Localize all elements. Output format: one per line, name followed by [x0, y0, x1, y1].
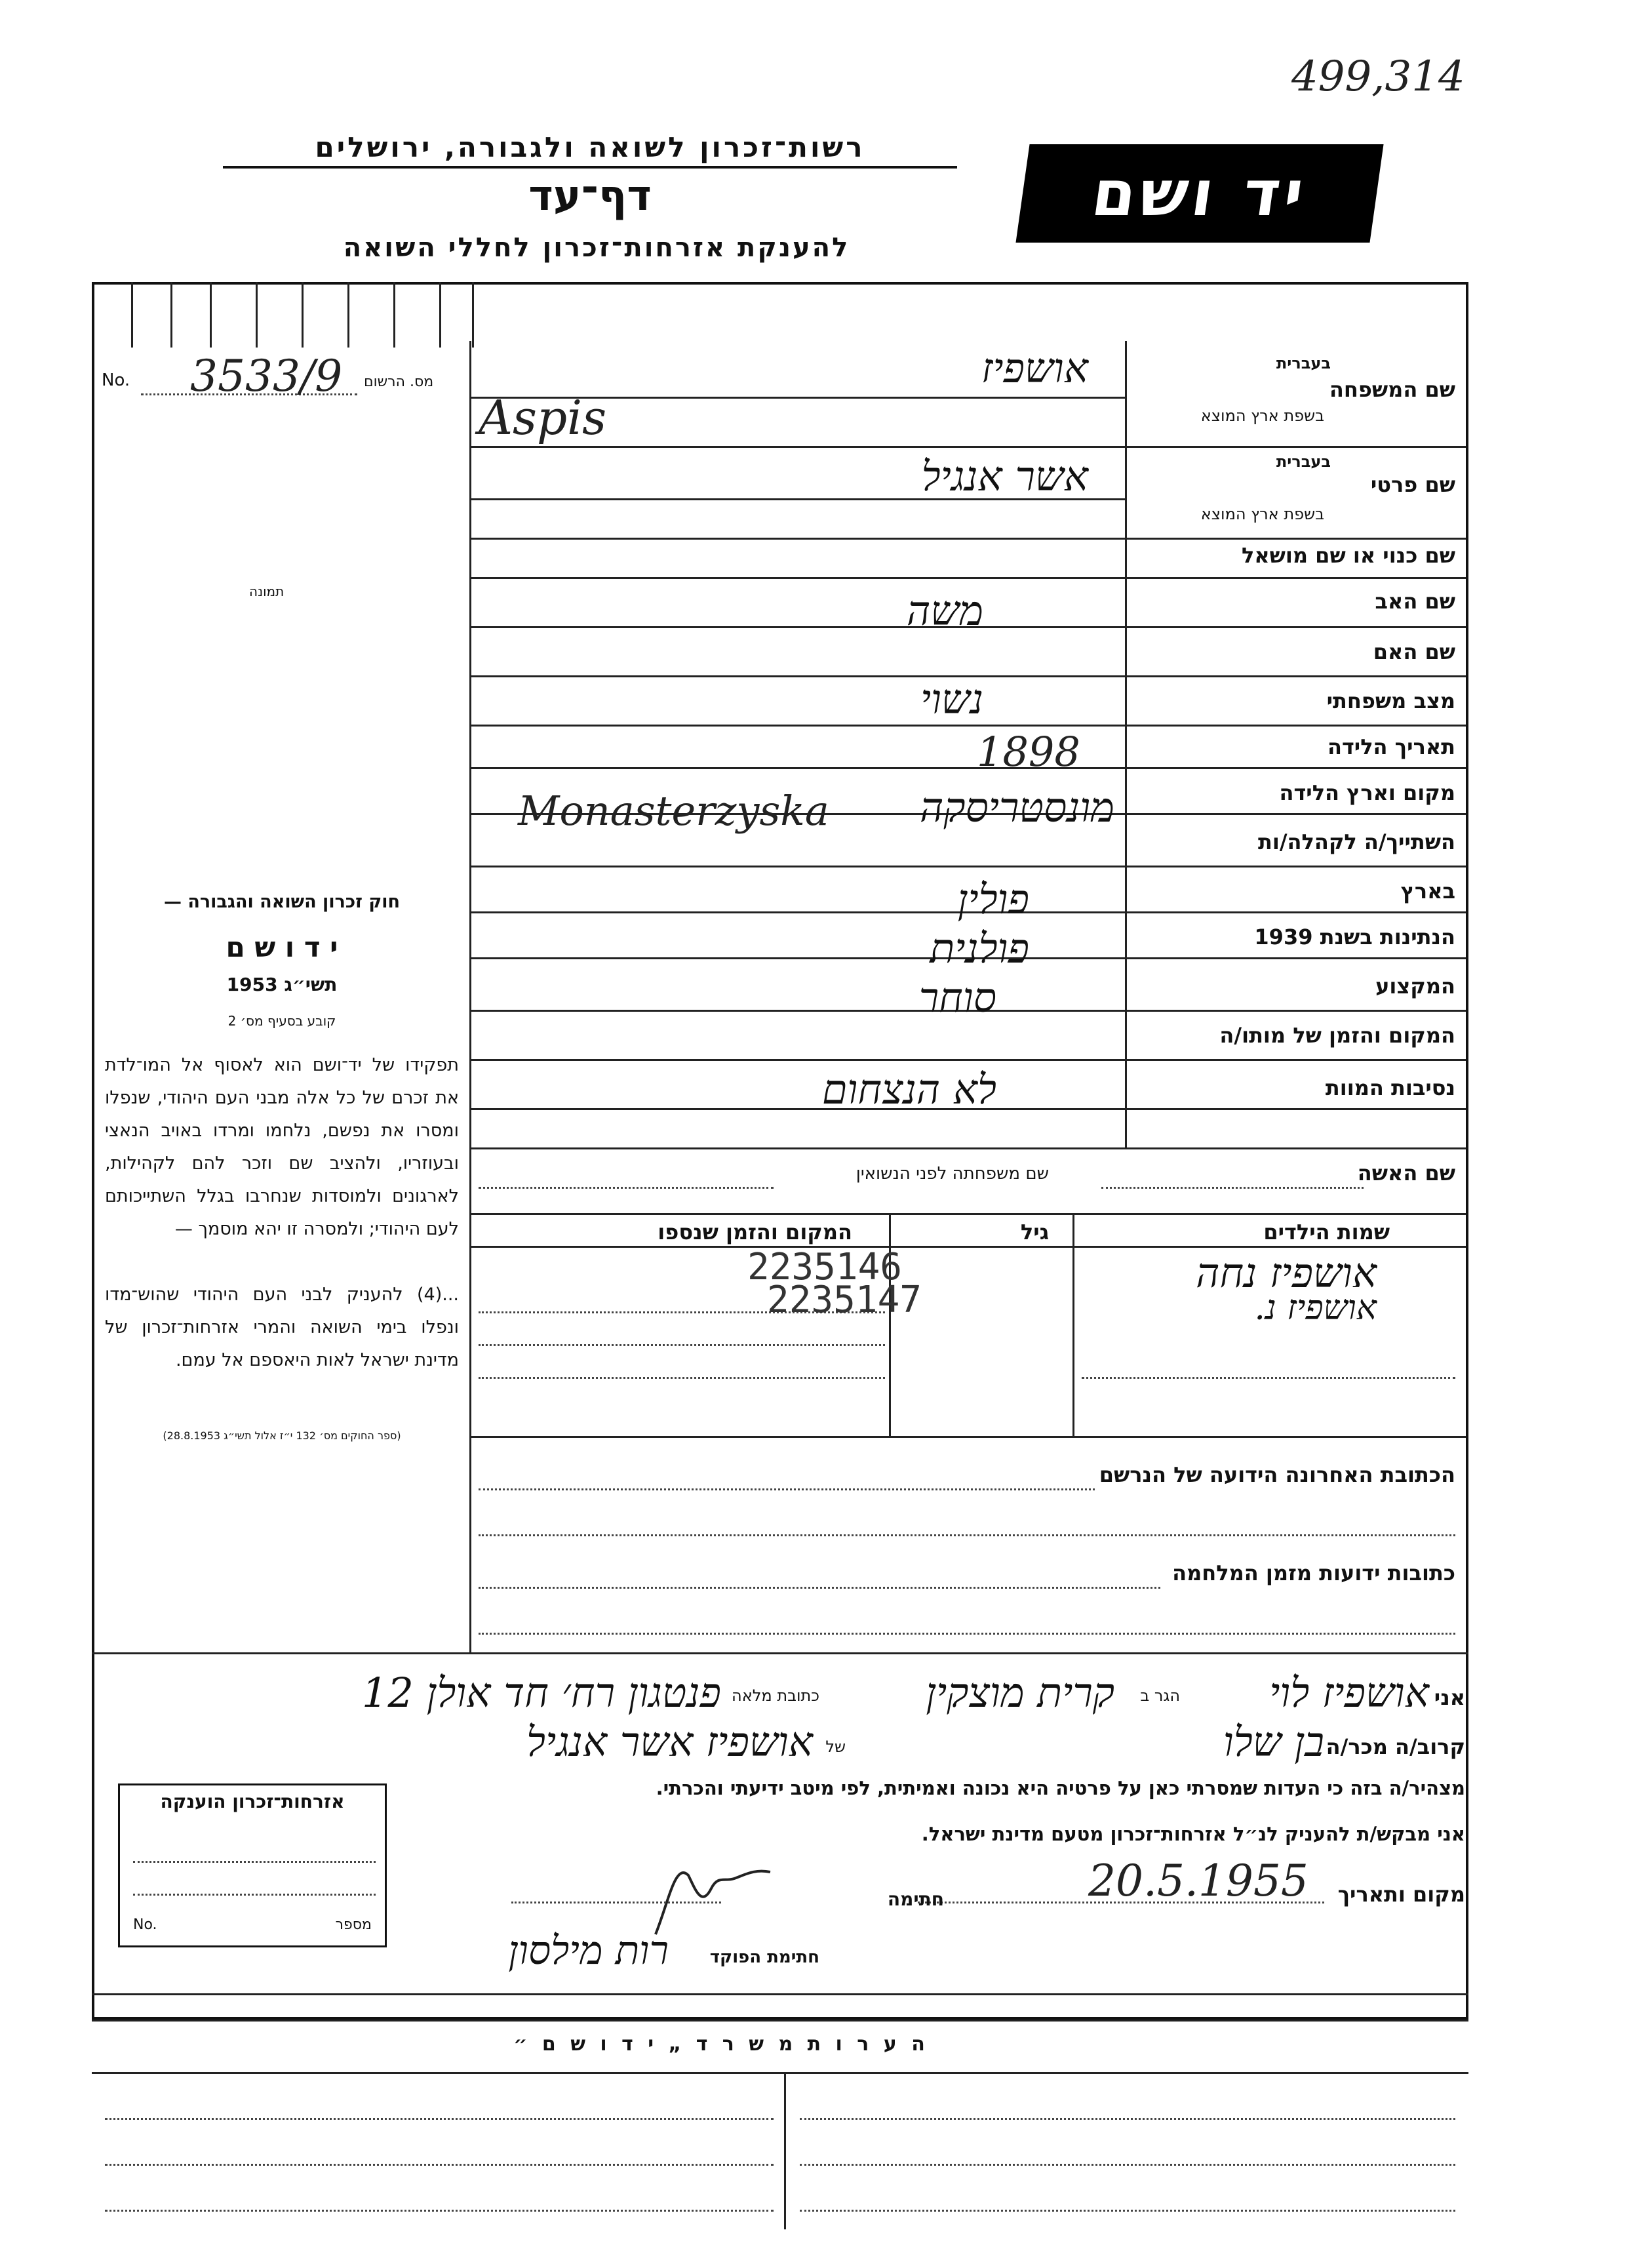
value-father-name: משה: [907, 587, 983, 635]
label-mother-name: שם האם: [1373, 639, 1455, 664]
law-paragraph-2: ...(4) להעניק לבני העם היהודי שהוש־מדו ונפלו בימי השואה והמרי אזרחות־זכרון של מדינת ישראל לאות היאספם אל עמם.: [105, 1285, 459, 1370]
law-year: תשי״ג 1953: [226, 974, 338, 995]
label-officer-signature: חתימת הפוקד: [709, 1947, 819, 1967]
law-paragraph: תפקידו של יד־ושם הוא לאסוף אל המו־לדת את זכרם של כל אלה מבני העם היהודי, שנפלו ומסרו את נפשם, נלחמו ומרדו באויב הנאצי ובעוזריו, ולהציב שם וזכר להם לקהילות, לארגונים ולמוסדות שנחרבו בגלל השתייכותם לעם היהודי; ולמסרה זו יהא מוסמך —: [105, 1055, 459, 1239]
value-birth-date: 1898: [977, 728, 1080, 776]
label-profession: המקצוע: [1375, 974, 1455, 999]
label-country: בארץ: [1400, 879, 1455, 904]
child-name-2: אושפיז נ.: [1254, 1288, 1377, 1328]
child-number-1: 2235146: [747, 1246, 903, 1288]
label-lives-in: הגר ב: [1140, 1686, 1180, 1705]
logo-text: יד ושם: [1087, 157, 1312, 230]
label-relative: קרוב/ה מכר/ה: [1326, 1734, 1465, 1759]
label-birth-date: תאריך הלידה: [1327, 734, 1455, 759]
label-first-name: שם פרטי: [1370, 472, 1455, 497]
label-full-address: כתובת מלאה: [732, 1686, 819, 1705]
label-family-name-hebrew: בעברית: [1276, 354, 1331, 372]
value-country: פולין: [957, 875, 1029, 923]
label-first-name-hebrew: בעברית: [1276, 452, 1331, 471]
law-name: י ד ו ש ם: [226, 931, 338, 963]
law-clause: קובע בסעיף מס׳ 2: [227, 1013, 336, 1029]
photo-label: תמונה: [249, 584, 285, 599]
form-subtitle: להענקת אזרחות־זכרון לחללי השואה: [343, 233, 850, 263]
value-first-name-hebrew: אשר אנגיל: [921, 452, 1088, 500]
value-profession: סוחר: [918, 974, 996, 1022]
memorial-citizenship-no-prefix: No.: [133, 1917, 157, 1933]
yad-vashem-logo: [1015, 144, 1383, 243]
declarant-signature: [649, 1849, 780, 1941]
registration-no-prefix: No.: [102, 370, 130, 390]
label-signature: חתימה: [887, 1888, 944, 1910]
label-death-circumstances: נסיבות המוות: [1325, 1075, 1455, 1100]
label-community: השתייך/ה לקהלה/ות: [1257, 829, 1455, 854]
authority-title: רשות־זכרון לשואה ולגבורה, ירושלים: [223, 131, 957, 169]
value-of-person: אושפיז אשר אנגיל: [526, 1718, 813, 1766]
label-nationality-1939: הנתינות בשנת 1939: [1254, 925, 1455, 949]
value-place-date: 20.5.1955: [1088, 1856, 1308, 1906]
label-i: אני: [1434, 1685, 1465, 1710]
registration-number: 3533/9: [190, 351, 343, 401]
value-marital-status: נשוי: [920, 675, 983, 723]
label-death-place-time: המקום והזמן של מותו/ה: [1219, 1023, 1455, 1048]
handwritten-archive-number: 499,314: [1291, 52, 1465, 101]
child-name-1: אושפיז נחה: [1196, 1249, 1377, 1297]
label-last-known-address: הכתובת האחרונה הידועה של הנרשם: [1099, 1462, 1455, 1487]
value-declarant-name: אושפיז לוי: [1269, 1669, 1429, 1717]
request-text: אני מבקש/ת להעניק לנ״ל אזרחות־זכרון מטעם מדינת ישראל.: [921, 1823, 1465, 1845]
value-birth-place-latin: Monasterzyska: [518, 787, 829, 835]
value-family-name-hebrew: אושפיז: [981, 344, 1088, 392]
declaration-text: מצהיר/ה בזה כי העדות שמסרתי כאן על פרטיה היא נכונה ואמיתית, לפי מיטב ידיעתי והכרתי.: [656, 1777, 1465, 1799]
children-header-place: המקום והזמן שנספו: [658, 1220, 852, 1245]
form-title: דף־עד: [528, 172, 652, 220]
memorial-citizenship-number-label: מספר: [335, 1917, 372, 1933]
law-citation: (ספר החוקים מס׳ 132 י״ז אלול תשי״ג 28.8.1953): [163, 1429, 401, 1442]
label-column-divider: [1125, 341, 1127, 1147]
value-death-circumstances: לא הנצחום: [821, 1066, 996, 1113]
label-first-name-origin: בשפת ארץ המוצא: [1200, 505, 1324, 523]
label-birth-place: מקום וארץ הלידה: [1279, 780, 1455, 805]
children-header-names: שמות הילדים: [1263, 1220, 1390, 1245]
label-father-name: שם האב: [1375, 589, 1455, 614]
value-officer-signature: רות מילסון: [508, 1928, 669, 1974]
label-marital-status: מצב משפחתי: [1326, 688, 1455, 713]
registration-label: מס. הרשום: [364, 374, 434, 390]
value-family-name-origin: Aspis: [479, 390, 607, 445]
label-family-name: שם המשפחה: [1329, 377, 1455, 402]
label-nickname: שם כנוי או שם מושאל: [1241, 543, 1455, 568]
value-birth-place: מונסטריסקה: [920, 784, 1114, 831]
label-war-addresses: כתובות ידועות מזמן המלחמה: [1172, 1561, 1455, 1585]
remarks-title: ה ע ר ו ת מ ש ר ד „ י ד ו ש ם ״: [513, 2033, 929, 2056]
label-of: של: [825, 1738, 846, 1756]
value-nationality-1939: פולנית: [930, 925, 1029, 972]
child-number-2: 2235147: [767, 1279, 922, 1321]
memorial-citizenship-title: אזרחות־זכרון הוענקה: [160, 1791, 345, 1812]
label-wife-maiden-name: שם משפחתה לפני הנשואין: [856, 1164, 1049, 1184]
label-wife-name: שם האשה: [1357, 1161, 1455, 1185]
label-family-name-origin: בשפת ארץ המוצא: [1200, 407, 1324, 425]
value-relative: בן שלו: [1223, 1718, 1324, 1766]
label-place-date: מקום ותאריך: [1337, 1882, 1465, 1907]
children-header-age: גיל: [1020, 1220, 1049, 1245]
value-full-address: פנטגון רח׳ חד אולן 12: [362, 1669, 721, 1717]
memorial-citizenship-box: [118, 1783, 387, 1947]
law-title: חוק זכרון השואה והגבורה —: [163, 892, 401, 912]
value-lives-in: קרית מוצקין: [926, 1669, 1114, 1717]
